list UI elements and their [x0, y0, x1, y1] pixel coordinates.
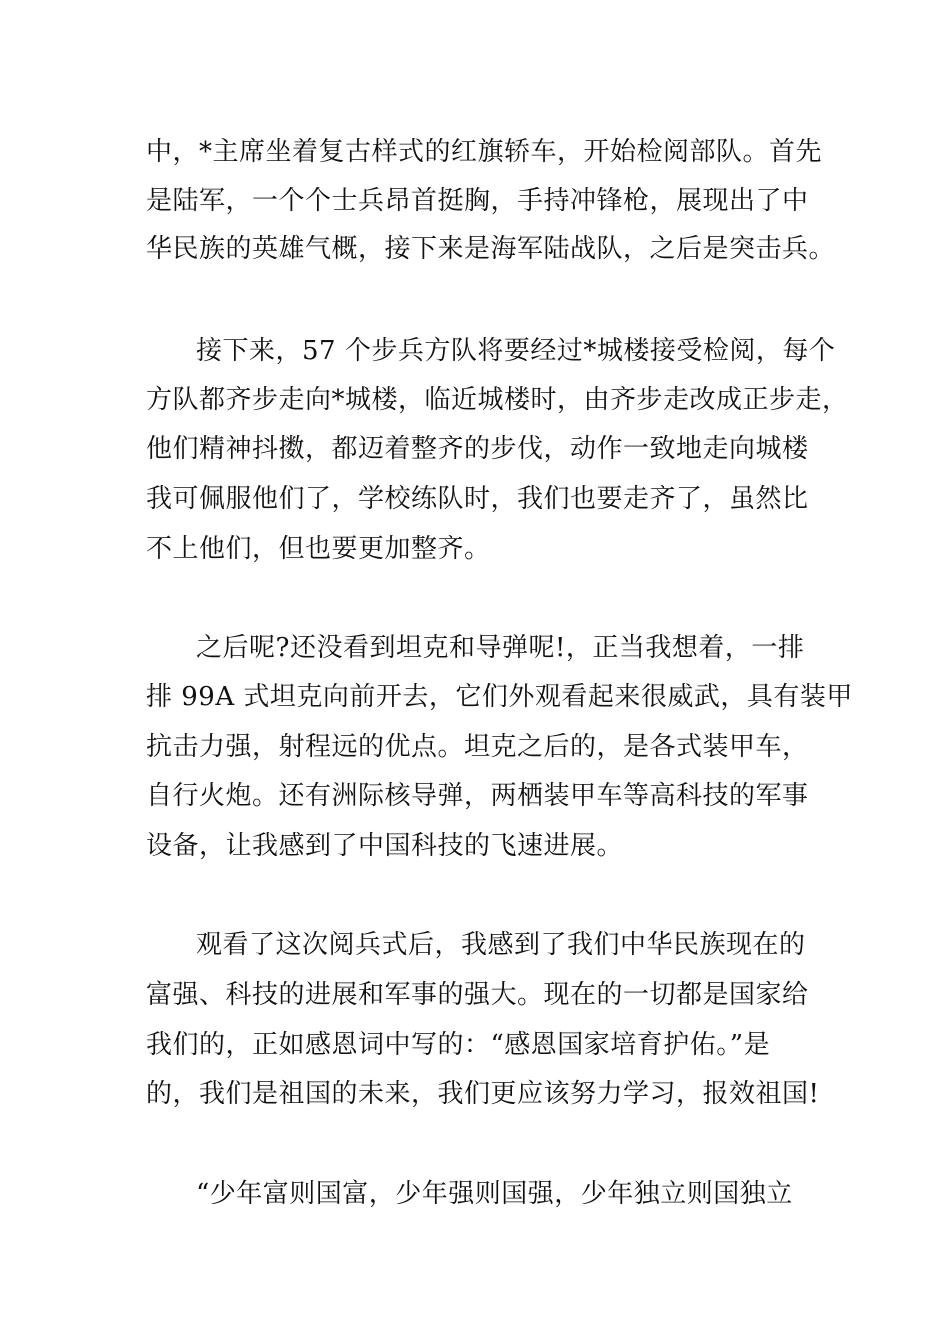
paragraph-3-line-4: 自行火炮。还有洲际核导弹，两栖装甲车等高科技的军事 [146, 781, 809, 811]
paragraph-1-line-1: 中，*主席坐着复古样式的红旗轿车，开始检阅部队。首先 [146, 137, 823, 167]
paragraph-4-line-1: 观看了这次阅兵式后，我感到了我们中华民族现在的 [196, 930, 806, 960]
paragraph-4-line-3: 我们的，正如感恩词中写的：“感恩国家培育护佑。”是 [146, 1030, 771, 1060]
paragraph-2-line-3: 他们精神抖擞，都迈着整齐的步伐，动作一致地走向城楼 [146, 434, 809, 464]
paragraph-4-line-4: 的，我们是祖国的未来，我们更应该努力学习，报效祖国! [146, 1079, 820, 1109]
paragraph-1-line-2: 是陆军，一个个士兵昂首挺胸，手持冲锋枪，展现出了中 [146, 186, 809, 216]
paragraph-2-line-5: 不上他们，但也要更加整齐。 [146, 534, 491, 564]
paragraph-3-line-5: 设备，让我感到了中国科技的飞速进展。 [146, 831, 624, 861]
paragraph-3-line-1: 之后呢?还没看到坦克和导弹呢!，正当我想着，一排 [196, 633, 805, 663]
paragraph-3-line-2: 排 99A 式坦克向前开去，它们外观看起来很威武，具有装甲 [146, 682, 853, 712]
paragraph-3-line-3: 抗击力强，射程远的优点。坦克之后的，是各式装甲车， [146, 732, 809, 762]
paragraph-2-line-4: 我可佩服他们了，学校练队时，我们也要走齐了，虽然比 [146, 484, 809, 514]
paragraph-1-line-3: 华民族的英雄气概，接下来是海军陆战队，之后是突击兵。 [146, 234, 836, 264]
paragraph-4-line-2: 富强、科技的进展和军事的强大。现在的一切都是国家给 [146, 980, 809, 1010]
paragraph-2-line-2: 方队都齐步走向*城楼，临近城楼时，由齐步走改成正步走， [146, 385, 849, 415]
paragraph-2-line-1: 接下来，57 个步兵方队将要经过*城楼接受检阅，每个 [196, 336, 836, 366]
paragraph-5-line-1: “少年富则国富，少年强则国强，少年独立则国独立 [196, 1179, 793, 1209]
